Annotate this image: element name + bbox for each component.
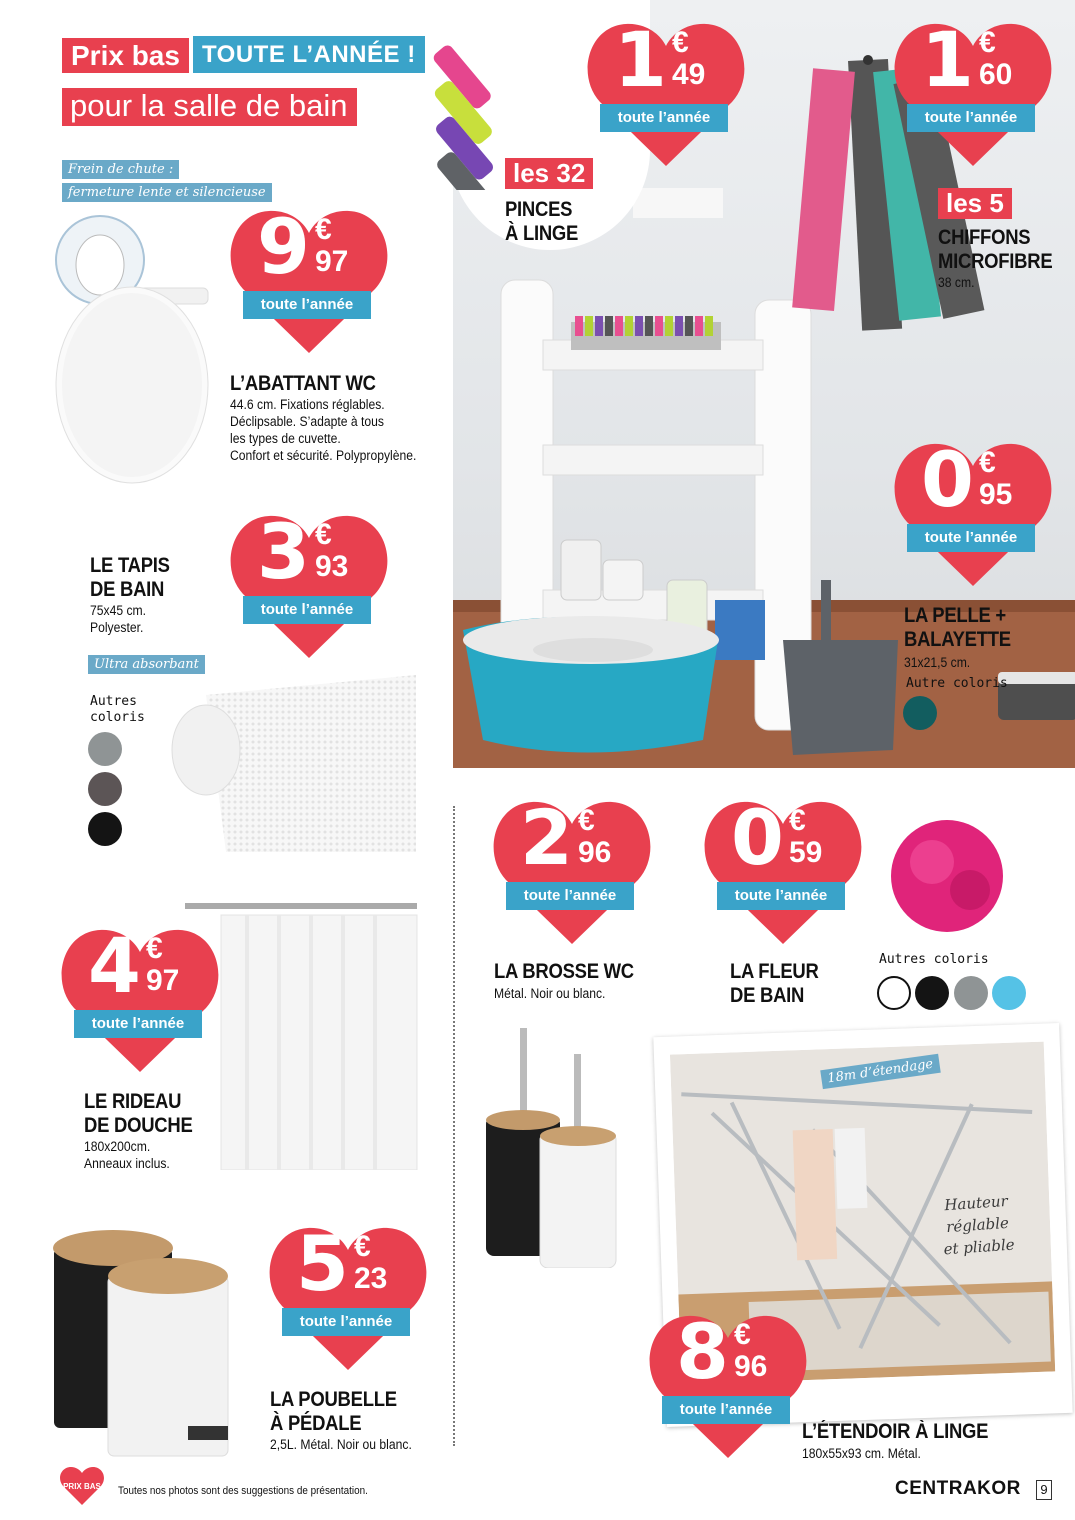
header-toute-annee: TOUTE L’ANNÉE ! [193, 36, 425, 73]
wc-desc-line: les types de cuvette. [230, 431, 341, 446]
price-cents: 49 [672, 58, 706, 91]
euro-sign: € [146, 932, 163, 965]
handnote-line3: et pliable [942, 1235, 1016, 1259]
price-cents: 60 [979, 58, 1013, 91]
drying-rack-note: 18m d’étendage [820, 1054, 940, 1089]
bath-flower-name-line2: DE BAIN [730, 984, 805, 1007]
bath-mat-desc-line1: 75x45 cm. [90, 603, 147, 618]
cloths-name-line1: CHIFFONS [938, 226, 1031, 249]
price-cents: 93 [315, 550, 349, 583]
price-int: 8 [676, 1307, 729, 1396]
euro-sign: € [315, 213, 332, 246]
cloths-name [938, 226, 1052, 274]
bath-mat-note: Ultra absorbant [88, 655, 205, 674]
bath-mat-swatch-black [88, 812, 122, 846]
clips-name-line1: PINCES [505, 198, 573, 221]
bath-mat-desc-line2: Polyester. [90, 620, 144, 635]
price-cents: 97 [315, 245, 349, 278]
bath-mat-name [90, 554, 170, 602]
price-tag: toute l’année [662, 1396, 790, 1424]
bath-flower-swatch-white [877, 976, 911, 1010]
price-tag: toute l’année [282, 1308, 410, 1336]
toilet-brush-desc: Métal. Noir ou blanc. [494, 986, 606, 1001]
bin-name-line1: LA POUBELLE [270, 1388, 397, 1411]
price-heart-cloths [893, 15, 1053, 168]
curtain-desc-line1: 180x200cm. [84, 1139, 151, 1154]
price-cents: 23 [354, 1262, 388, 1295]
euro-sign: € [578, 804, 595, 837]
dustpan-swatch-teal [903, 696, 937, 730]
clips-qty: les 32 [505, 158, 593, 189]
price-cents: 97 [146, 964, 180, 997]
cloths-qty: les 5 [938, 188, 1012, 219]
price-tag: toute l’année [74, 1010, 202, 1038]
price-cents: 96 [734, 1350, 768, 1383]
cloths-desc: 38 cm. [938, 275, 975, 290]
header-line1 [62, 40, 425, 72]
logo-text: PRIX BAS [63, 1482, 101, 1491]
drying-rack-handnote [940, 1190, 1016, 1261]
dustpan-name-line1: LA PELLE + [904, 604, 1006, 627]
footer-disclaimer: Toutes nos photos sont des suggestions de présentation. [118, 1485, 368, 1497]
price-heart-toilet-brush [492, 793, 652, 946]
curtain-name [84, 1090, 193, 1138]
price-int: 4 [88, 921, 141, 1010]
curtain-desc [84, 1138, 170, 1172]
bath-flower-swatch-grey [954, 976, 988, 1010]
price-tag: toute l’année [717, 882, 845, 910]
bath-mat-desc [90, 602, 146, 636]
dustpan-name-line2: BALAYETTE [904, 628, 1011, 651]
price-heart-bath-flower [703, 793, 863, 946]
wc-desc-line: Déclipsable. S’adapte à tous [230, 414, 385, 429]
bath-mat-swatch-taupe [88, 772, 122, 806]
cloths-name-line2: MICROFIBRE [938, 250, 1053, 273]
header-subtitle: pour la salle de bain [62, 88, 357, 126]
prix-bas-logo-icon [60, 1465, 104, 1505]
euro-sign: € [354, 1230, 371, 1263]
price-int: 9 [257, 202, 310, 291]
euro-sign: € [315, 518, 332, 551]
handnote-line2: réglable [945, 1213, 1010, 1237]
wc-note-line2: fermeture lente et silencieuse [62, 183, 272, 202]
price-int: 2 [520, 793, 573, 882]
price-int: 0 [921, 435, 974, 524]
bath-mat-name-line1: LE TAPIS [90, 554, 170, 577]
centrakor-logo: CENTRAKOR [895, 1478, 1021, 1499]
wc-note-line1: Frein de chute : [62, 160, 179, 179]
bath-flower-swatch-blue [992, 976, 1026, 1010]
dustpan-other-colors: Autre coloris [906, 676, 1008, 691]
price-tag: toute l’année [243, 596, 371, 624]
euro-sign: € [672, 26, 689, 59]
dustpan-desc: 31x21,5 cm. [904, 655, 971, 670]
drying-rack-desc: 180x55x93 cm. Métal. [802, 1446, 921, 1461]
curtain-desc-line2: Anneaux inclus. [84, 1156, 170, 1171]
price-tag: toute l’année [600, 104, 728, 132]
curtain-name-line1: LE RIDEAU [84, 1090, 182, 1113]
bath-flower-photo [872, 812, 1030, 940]
price-heart-wc-seat [229, 202, 389, 355]
header-prix-bas: Prix bas [62, 38, 189, 73]
price-cents: 59 [789, 836, 823, 869]
euro-sign: € [979, 446, 996, 479]
bath-mat-swatch-grey [88, 732, 122, 766]
euro-sign: € [979, 26, 996, 59]
bath-mat-other-colors [90, 694, 145, 726]
price-int: 1 [614, 15, 667, 104]
bin-name-line2: À PÉDALE [270, 1412, 362, 1435]
euro-sign: € [789, 804, 806, 837]
price-tag: toute l’année [907, 104, 1035, 132]
price-heart-bath-mat [229, 507, 389, 660]
bath-flower-other-colors: Autres coloris [879, 952, 989, 967]
price-int: 0 [731, 793, 784, 882]
toilet-brush-photo [482, 1028, 618, 1268]
price-int: 5 [296, 1219, 349, 1308]
price-cents: 95 [979, 478, 1013, 511]
euro-sign: € [734, 1318, 751, 1351]
wc-desc-line: Confort et sécurité. Polypropylène. [230, 448, 417, 463]
price-int: 3 [257, 507, 310, 596]
wc-seat-desc [230, 396, 416, 464]
bin-desc: 2,5L. Métal. Noir ou blanc. [270, 1437, 412, 1452]
clips-name [505, 198, 578, 246]
toilet-brush-name: LA BROSSE WC [494, 960, 634, 983]
wc-desc-line: 44.6 cm. Fixations réglables. [230, 397, 385, 412]
price-cents: 96 [578, 836, 612, 869]
drying-rack-name: L’ÉTENDOIR À LINGE [802, 1420, 989, 1443]
bath-flower-name-line1: LA FLEUR [730, 960, 819, 983]
price-heart-dustpan [893, 435, 1053, 588]
bath-flower-swatch-black [915, 976, 949, 1010]
wc-seat-photo [50, 215, 220, 485]
bath-mat-name-line2: DE BAIN [90, 578, 165, 601]
other-colors-line1: Autres [90, 694, 137, 709]
other-colors-line2: coloris [90, 710, 145, 725]
price-int: 1 [921, 15, 974, 104]
page-number: 9 [1036, 1480, 1052, 1500]
price-heart-bin [268, 1219, 428, 1372]
dotted-divider [453, 806, 455, 1446]
price-heart-clips [586, 15, 746, 168]
price-tag: toute l’année [907, 524, 1035, 552]
dustpan-name [904, 604, 1011, 652]
bath-flower-name [730, 960, 819, 1008]
wc-seat-name: L’ABATTANT WC [230, 372, 376, 395]
curtain-name-line2: DE DOUCHE [84, 1114, 193, 1137]
bath-mat-photo [166, 655, 416, 852]
pedal-bin-photo [48, 1228, 258, 1464]
clips-name-line2: À LINGE [505, 222, 579, 245]
price-tag: toute l’année [243, 291, 371, 319]
shower-curtain-photo [185, 895, 420, 1170]
handnote-line1: Hauteur [943, 1191, 1009, 1215]
price-tag: toute l’année [506, 882, 634, 910]
price-heart-drying-rack [648, 1307, 808, 1460]
bin-name [270, 1388, 397, 1436]
